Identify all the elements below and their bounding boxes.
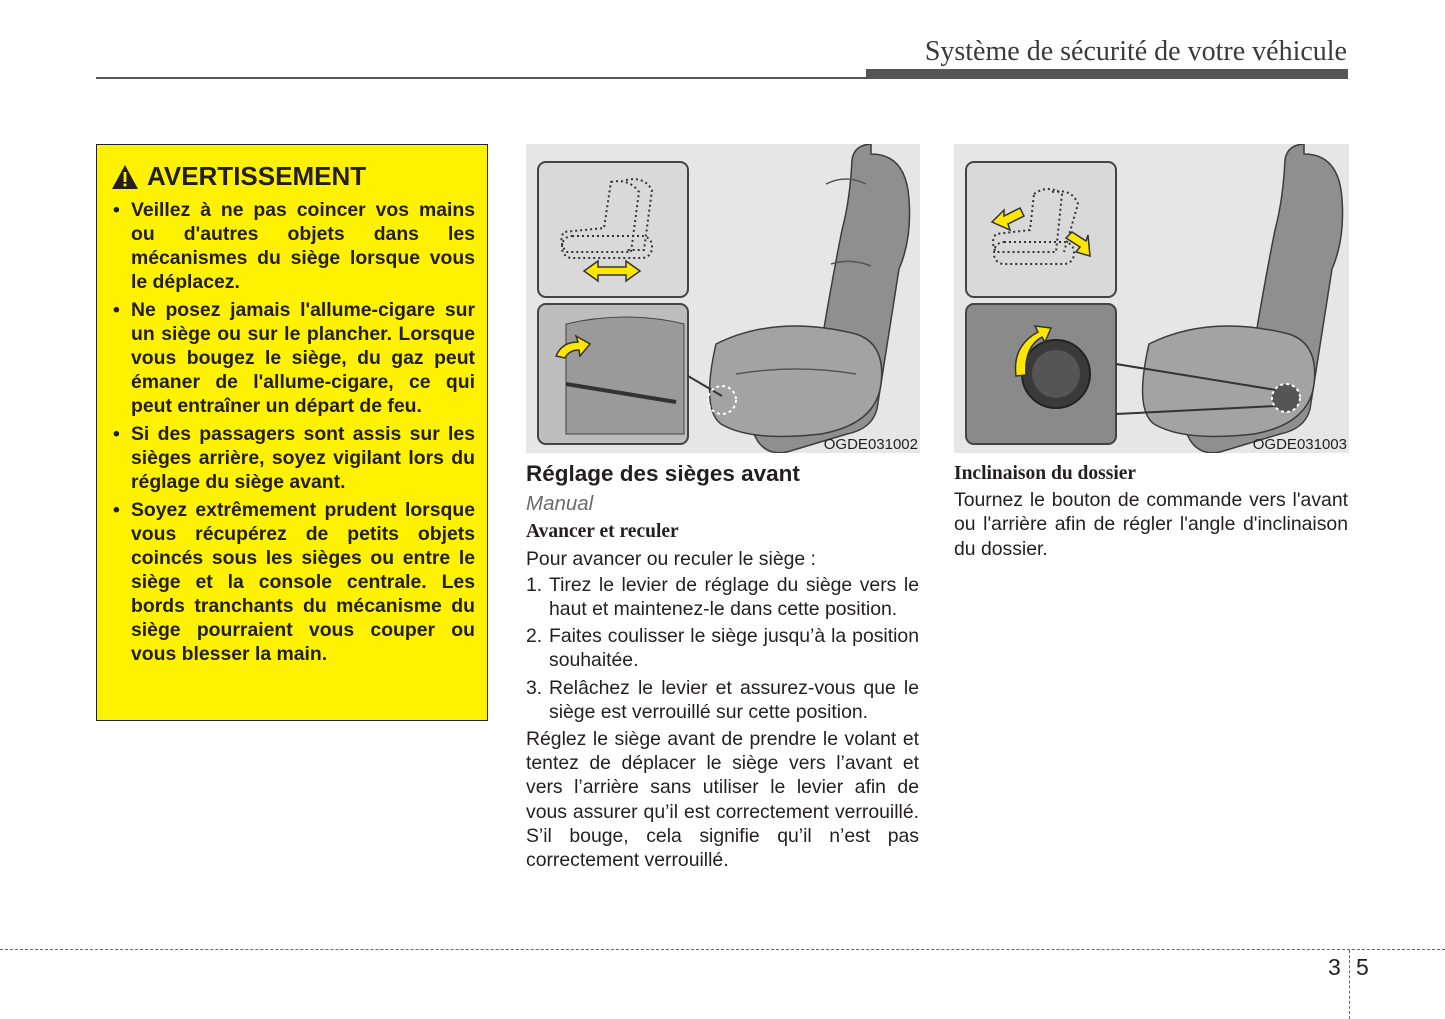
seat-slide-illustration xyxy=(526,144,920,453)
section-title: Réglage des sièges avant xyxy=(526,461,800,486)
seat-illustration xyxy=(710,144,910,453)
page-number: 5 xyxy=(1356,954,1369,980)
closing-text: Réglez le siège avant de prendre le volant et tentez de déplacer le siège vers l’avant et vers l’arrière sans utiliser le levier afin de vous assurer qu’il est correctement verrouillé. S’il bouge, cela signifie qu’il n’est pas correctement verrouillé. xyxy=(526,728,919,872)
step-text: Faites coulisser le siège jusqu’à la position souhaitée. xyxy=(549,625,919,672)
warning-header xyxy=(111,161,475,192)
step-item xyxy=(526,676,919,724)
warning-title: AVERTISSEMENT xyxy=(147,161,367,191)
chapter-number: 3 xyxy=(1328,954,1341,980)
step-number: 1. xyxy=(526,573,543,596)
page-header-title: Système de sécurité de votre véhicule xyxy=(924,36,1347,67)
warning-triangle-icon xyxy=(111,164,139,190)
subsection-title: Avancer et reculer xyxy=(526,521,679,543)
inset-frame xyxy=(966,162,1116,297)
warning-list xyxy=(109,198,475,666)
step-text: Tirez le levier de réglage du siège vers le haut et maintenez-le dans cette position. xyxy=(549,573,919,621)
intro-text: Pour avancer ou reculer le siège : xyxy=(526,547,816,570)
warning-item: • Soyez extrêmement prudent lorsque vous récupérez de petits objets coincés sous les sièges ou entre le siège et la console centrale. Les bords tranchants du mécanisme du siège pourraient vous couper ou vous blesser la main. xyxy=(109,498,475,666)
step-item xyxy=(526,573,919,621)
warning-item: • Si des passagers sont assis sur les sièges arrière, soyez vigilant lors du réglage du siège avant. xyxy=(109,422,475,494)
recline-title: Inclinaison du dossier xyxy=(954,463,1137,484)
section-subtitle: Manual xyxy=(526,492,594,516)
step-text: Relâchez le levier et assurez-vous que le siège est verrouillé sur cette position. xyxy=(549,676,919,723)
header-rule-bar xyxy=(866,69,1348,79)
highlight-circle xyxy=(1272,384,1300,412)
recline-section xyxy=(954,462,1348,561)
recline-text: Tournez le bouton de commande vers l'avant ou l'arrière afin de régler l'angle d'inclinaison du dossier. xyxy=(954,489,1348,560)
step-number: 2. xyxy=(526,625,543,648)
step-number: 3. xyxy=(526,676,543,699)
step-item xyxy=(526,624,919,672)
figure-code: OGDE031002 xyxy=(823,436,918,453)
footer-rule xyxy=(0,949,1445,950)
warning-item: • Ne posez jamais l'allume-cigare sur un siège ou sur le plancher. Lorsque vous bougez le siège, du gaz peut émaner de l'allume-cigare, ce qui peut entraîner un départ de feu. xyxy=(109,298,475,418)
footer-divider xyxy=(1349,950,1350,1019)
seat-adjust-section xyxy=(526,460,919,872)
figure-code: OGDE031003 xyxy=(1252,436,1347,453)
header-rule xyxy=(96,77,866,79)
seat-illustration xyxy=(1143,144,1343,453)
warning-item: • Veillez à ne pas coincer vos mains ou d'autres objets dans les mécanismes du siège lorsque vous le déplacez. xyxy=(109,198,475,294)
seat-recline-illustration xyxy=(954,144,1349,453)
figure-seat-recline xyxy=(954,144,1349,453)
warning-box xyxy=(96,144,488,721)
figure-seat-slide xyxy=(526,144,920,453)
